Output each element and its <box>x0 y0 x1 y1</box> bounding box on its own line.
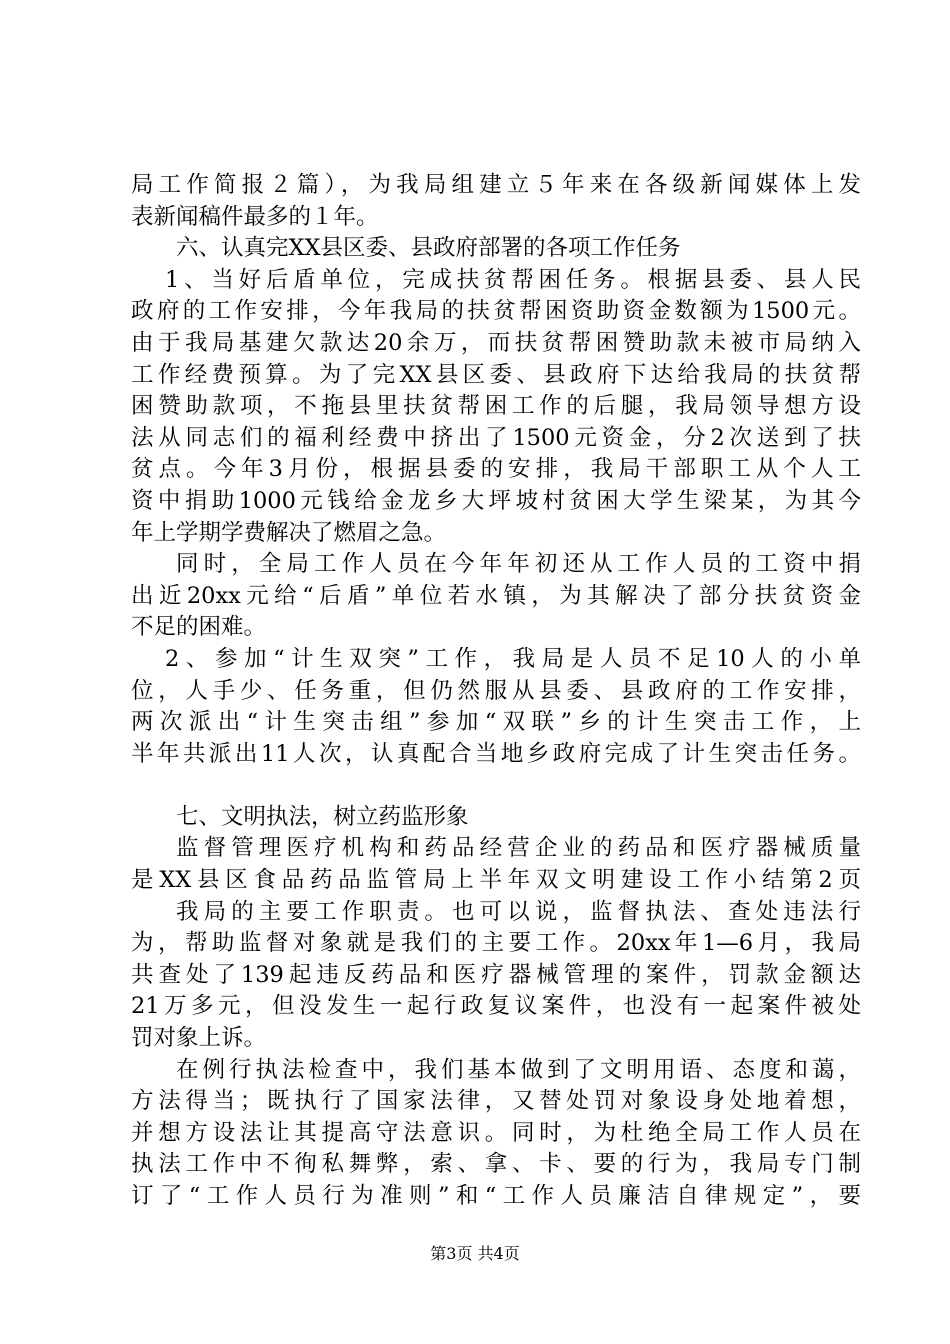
text-line: 方法得当；既执行了国家法律，又替处罚对象设身处地着想， <box>131 1088 861 1115</box>
text-line: 两次派出“计生突击组”参加“双联”乡的计生突击工作，上 <box>131 709 861 736</box>
text-line: 监督管理医疗机构和药品经营企业的药品和医疗器械质量 <box>176 835 861 862</box>
text-line: 资中捐助1000元钱给金龙乡大坪坡村贫困大学生梁某，为其今 <box>131 487 861 514</box>
blank-line <box>131 770 861 802</box>
text-line: 为，帮助监督对象就是我们的主要工作。20xx年1—6月，我局 <box>131 930 861 957</box>
text-line: 法从同志们的福利经费中挤出了1500元资金，分2次送到了扶 <box>131 424 861 451</box>
body-text <box>131 170 861 1213</box>
text-line: 是XX县区食品药品监管局上半年双文明建设工作小结第2页 <box>131 867 861 894</box>
text-line: 困赞助款项，不拖县里扶贫帮困工作的后腿，我局领导想方设 <box>131 393 861 420</box>
section-heading: 七、文明执法，树立药监形象 <box>176 803 469 830</box>
text-line: 政府的工作安排，今年我局的扶贫帮困资助资金数额为1500元。 <box>131 298 861 325</box>
text-line: 贫点。今年3月份，根据县委的安排，我局干部职工从个人工 <box>131 456 861 483</box>
text-line: 共查处了139起违反药品和医疗器械管理的案件，罚款金额达 <box>131 961 861 988</box>
section-heading: 六、认真完XX县区委、县政府部署的各项工作任务 <box>176 235 681 262</box>
text-line: 位，人手少、任务重，但仍然服从县委、县政府的工作安排， <box>131 677 861 704</box>
text-line: 工作经费预算。为了完XX县区委、县政府下达给我局的扶贫帮 <box>131 361 861 388</box>
text-line: 并想方设法让其提高守法意识。同时，为杜绝全局工作人员在 <box>131 1119 861 1146</box>
text-line: 局工作简报２篇），为我局组建立５年来在各级新闻媒体上发 <box>131 172 861 198</box>
text-line: 年上学期学费解决了燃眉之急。 <box>131 519 447 546</box>
text-line: 出近20xx元给“后盾”单位若水镇，为其解决了部分扶贫资金 <box>131 582 861 609</box>
text-line: 罚对象上诉。 <box>131 1025 267 1052</box>
page-number: 第3页 共4页 <box>430 1244 520 1263</box>
text-line: 21万多元，但没发生一起行政复议案件，也没有一起案件被处 <box>131 993 861 1020</box>
text-line: 由于我局基建欠款达20余万，而扶贫帮困赞助款未被市局纳入 <box>131 329 861 356</box>
text-line: 执法工作中不徇私舞弊，索、拿、卡、要的行为，我局专门制 <box>131 1151 861 1178</box>
text-line: 订了“工作人员行为准则”和“工作人员廉洁自律规定”，要 <box>131 1183 861 1209</box>
text-line: 同时，全局工作人员在今年年初还从工作人员的工资中捐 <box>176 551 861 578</box>
text-line: 半年共派出11人次，认真配合当地乡政府完成了计生突击任务。 <box>131 740 861 767</box>
text-line: 2、参加“计生双突”工作，我局是人员不足10人的小单 <box>165 645 861 672</box>
text-line: 在例行执法检查中，我们基本做到了文明用语、态度和蔼， <box>176 1056 861 1083</box>
text-line: 我局的主要工作职责。也可以说，监督执法、查处违法行 <box>176 898 861 925</box>
text-line: 表新闻稿件最多的１年。 <box>131 203 379 230</box>
text-line: 不足的困难。 <box>131 614 267 641</box>
page-footer <box>0 1244 950 1264</box>
text-line: 1、当好后盾单位，完成扶贫帮困任务。根据县委、县人民 <box>165 266 861 293</box>
